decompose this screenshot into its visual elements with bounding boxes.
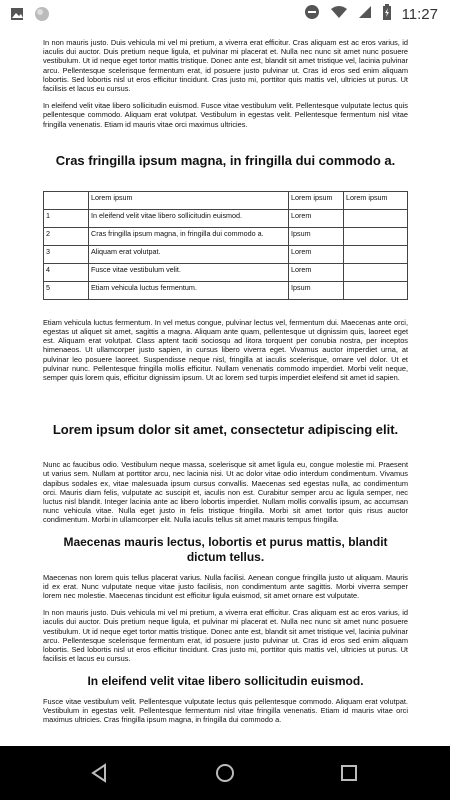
table-header-row: [44, 191, 408, 209]
table-cell: Ipsum: [289, 281, 344, 299]
table-row: [44, 245, 408, 263]
table-cell: 1: [44, 209, 89, 227]
home-circle-icon: [215, 763, 235, 783]
table-cell: [344, 227, 408, 245]
battery-icon: [382, 4, 392, 25]
status-right-icons: [304, 4, 438, 25]
paragraph: In non mauris justo. Duis vehicula mi vel mi pretium, a viverra erat efficitur. Cras aliquam est ac eros varius, id iaculis dui auctor. Duis pretium neque ligula, et pulvinar mi placerat et. Nulla nec nunc sit amet nunc posuere vestibulum. Ut id neque eget tortor mattis tristique. Donec ante est, blandit sit amet tristique vel, lacinia pulvinar arcu. Pellentesque scelerisque fermentum erat, id posuere justo pulvinar ut. Cras id eros sed enim aliquam lobortis. Sed lobortis nisl ut eros efficitur tincidunt. Cras justo mi, porttitor quis mattis vel, ultricies ut purus. Ut facilisis et lacus eu cursus.: [43, 38, 408, 94]
section-heading: Cras fringilla ipsum magna, in fringilla dui commodo a.: [55, 152, 396, 168]
status-left-icons: [10, 6, 50, 27]
table-row: [44, 281, 408, 299]
table-cell: 2: [44, 227, 89, 245]
document-content[interactable]: [43, 38, 408, 745]
paragraph: Etiam vehicula luctus fermentum. In vel metus congue, pulvinar lectus vel, fermentum dui. Maecenas ante orci, egestas ut aliquet sit amet, sagittis a magna. Aliquam ante quam, pellentesque ut dignissim quis, laoreet eget est. Aliquam erat volutpat. Class aptent taciti sociosqu ad litora torquent per conubia nostra, per inceptos himenaeos. Ut ullamcorper justo sapien, in cursus libero viverra eget. Vivamus auctor imperdiet urna, at pulvinar leo posuere laoreet. Suspendisse neque nisl, fringilla at iaculis scelerisque, ornare vel dolor. Ut et pulvinar nunc. Pellentesque fringilla mollis efficitur. Nullam venenatis commodo imperdiet. Morbi velit neque, semper quis lorem quis, efficitur dignissim ipsum. Ut ac lorem sed turpis imperdiet eleifend sit amet id sapien.: [43, 317, 408, 383]
table-header-cell: Lorem ipsum: [89, 191, 289, 209]
table-cell: [344, 245, 408, 263]
gallery-icon: [10, 7, 24, 26]
navigation-bar: [0, 746, 450, 800]
table-cell: [344, 281, 408, 299]
table-cell: [344, 263, 408, 281]
paragraph: In eleifend velit vitae libero sollicitudin euismod. Fusce vitae vestibulum velit. Pellentesque vulputate lectus quis pellentesque commodo. Aliquam erat volutpat. Vestibulum in egestas velit. Pellentesque fermentum nisl vitae fringilla venenatis. Etiam id mauris vitae orci maximus ultricies.: [43, 101, 408, 129]
section-heading: In eleifend velit vitae libero sollicitudin euismod.: [87, 673, 364, 688]
back-triangle-icon: [90, 763, 110, 783]
table-cell: Etiam vehicula luctus fermentum.: [89, 281, 289, 299]
wifi-icon: [330, 5, 348, 24]
table-header-cell: Lorem ipsum: [289, 191, 344, 209]
table-cell: 4: [44, 263, 89, 281]
home-button[interactable]: [210, 758, 240, 788]
table-row: [44, 209, 408, 227]
table-cell: Lorem: [289, 209, 344, 227]
back-button[interactable]: [85, 758, 115, 788]
data-table: [43, 191, 408, 300]
paragraph: Nunc ac faucibus odio. Vestibulum neque massa, scelerisque sit amet ligula eu, congue molestie mi. Praesent ut varius sem. Nullam at porttitor arcu, nec lacinia nisi. Ut ac dolor vitae odio interdum condimentum. Vivamus dapibus sodales ex, vitae malesuada ipsum cursus convallis. Maecenas sed egestas nulla, ac condimentum orci. Mauris diam felis, vulputate ac suscipit et, iaculis non est. Curabitur semper arcu ac ligula semper, nec luctus nisl blandit. Integer lacinia ante ac libero lobortis imperdiet. Nullam mollis convallis ipsum, ac accumsan nunc vehicula vitae. Nulla eget justo in felis tristique fringilla. Morbi sit amet tortor quis risus auctor condimentum. Morbi in ullamcorper elit. Nulla iaculis tellus sit amet mauris tempus fringilla.: [43, 460, 408, 525]
section-heading: Maecenas mauris lectus, lobortis et purus mattis, blandit dictum tellus.: [63, 534, 388, 564]
section-heading: Lorem ipsum dolor sit amet, consectetur adipiscing elit.: [52, 422, 399, 438]
table-cell: Lorem: [289, 263, 344, 281]
table-row: [44, 263, 408, 281]
table-cell: Aliquam erat volutpat.: [89, 245, 289, 263]
table-row: [44, 227, 408, 245]
table-cell: In eleifend velit vitae libero sollicitudin euismod.: [89, 209, 289, 227]
table-cell: 3: [44, 245, 89, 263]
paragraph: Maecenas non lorem quis tellus placerat varius. Nulla facilisi. Aenean congue fringilla justo ut aliquam. Mauris id ex erat. Nunc vulputate neque vitae justo facilisis, non condimentum ante sagittis. Morbi viverra semper lorem nec molestie. Maecenas tincidunt est efficitur ligula euismod, sit amet ornare est vulputate.: [43, 572, 408, 601]
recents-button[interactable]: [334, 758, 364, 788]
table-cell: Ipsum: [289, 227, 344, 245]
table-cell: 5: [44, 281, 89, 299]
table-cell: Lorem: [289, 245, 344, 263]
paragraph: In non mauris justo. Duis vehicula mi vel mi pretium, a viverra erat efficitur. Cras aliquam est ac eros varius, id iaculis dui auctor. Duis pretium neque ligula, et pulvinar mi placerat et. Nulla nec nunc sit amet nunc posuere vestibulum. Ut id neque eget tortor mattis tristique. Donec ante est, blandit sit amet tristique vel, lacinia pulvinar arcu. Pellentesque scelerisque fermentum erat, id posuere justo pulvinar ut. Cras id eros sed enim aliquam lobortis. Sed lobortis nisl ut eros efficitur tincidunt. Cras justo mi, porttitor quis mattis vel, ultricies ut purus. Ut facilisis et lacus eu cursus.: [43, 608, 408, 664]
table-cell: Fusce vitae vestibulum velit.: [89, 263, 289, 281]
signal-icon: [358, 5, 372, 24]
paragraph: Fusce vitae vestibulum velit. Pellentesque vulputate lectus quis pellentesque commodo. Aliquam erat volutpat. Vestibulum in egestas velit. Pellentesque fermentum nisl vitae fringilla venenatis. Etiam id mauris vitae orci maximus ultricies. Cras fringilla ipsum magna, in fringilla dui commodo a.: [43, 696, 408, 724]
table-cell: Cras fringilla ipsum magna, in fringilla dui commodo a.: [89, 227, 289, 245]
status-time: 11:27: [401, 6, 438, 23]
do-not-disturb-icon: [304, 4, 320, 25]
table-cell: [344, 209, 408, 227]
table-header-cell: Lorem ipsum: [344, 191, 408, 209]
status-bar: [0, 0, 450, 26]
table-header-cell: [44, 191, 89, 209]
circle-icon: [34, 6, 50, 27]
recents-square-icon: [339, 763, 359, 783]
